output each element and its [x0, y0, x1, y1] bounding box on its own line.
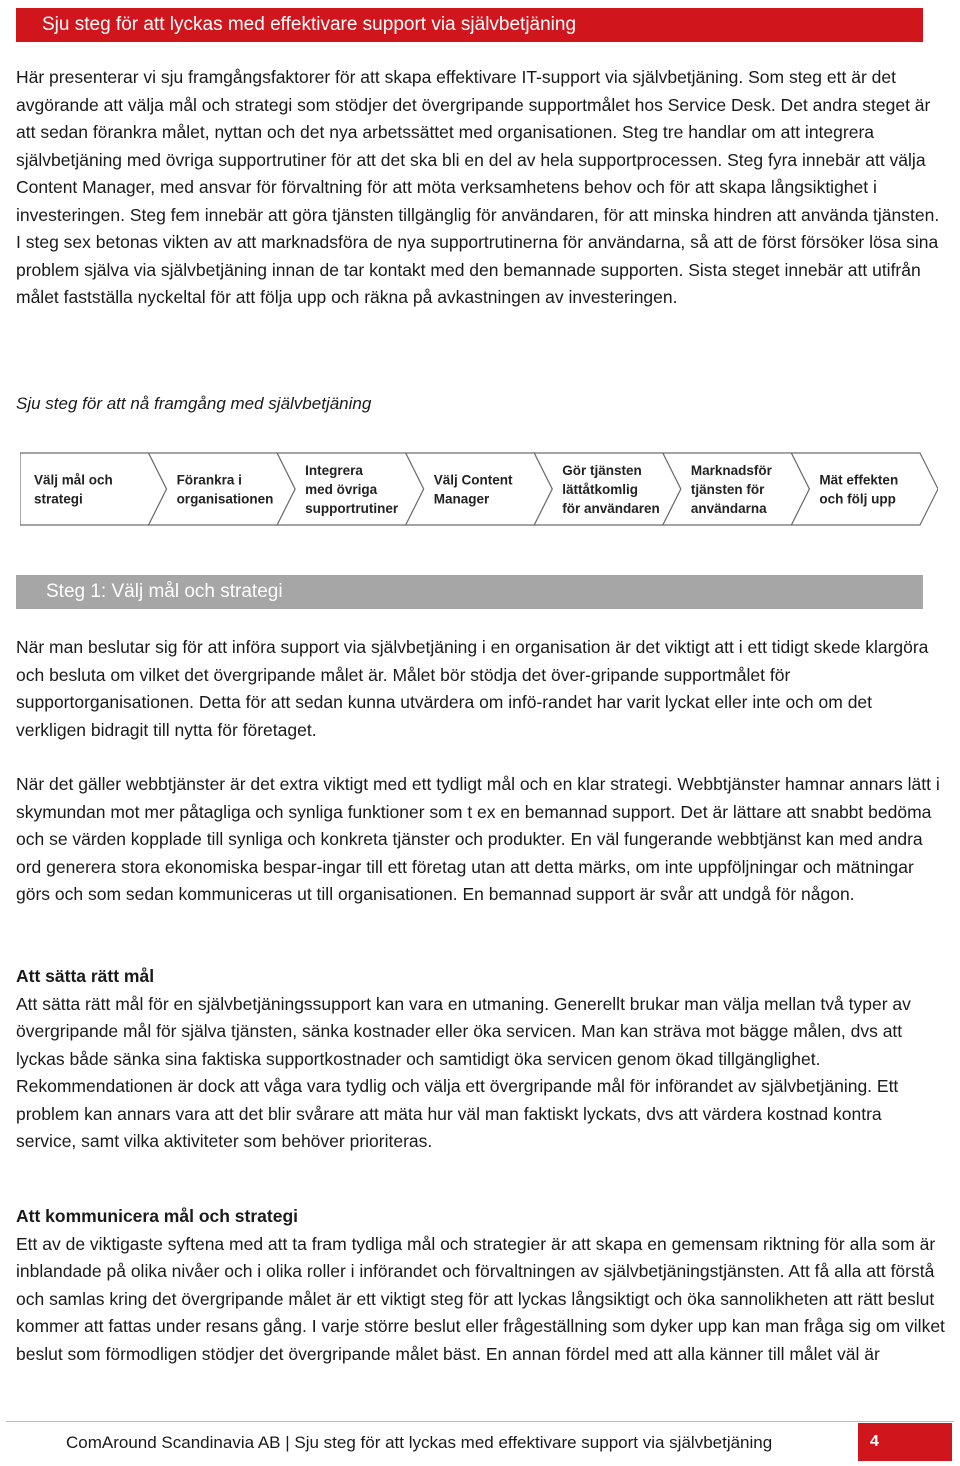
communicate-section: [16, 1203, 946, 1368]
subheading-communicate: Att kommunicera mål och strategi: [16, 1206, 299, 1226]
page-number: 4: [858, 1423, 952, 1461]
process-step-label: Marknadsför tjänsten för användarna: [690, 463, 772, 516]
process-step-label: Mät effekten och följ upp: [819, 472, 899, 507]
step1-paragraph-2: När det gäller webbtjänster är det extra viktigt med ett tydligt mål och en klar strategi. Webbtjänster hamnar annars lätt i skymundan mot mer påtagliga och synliga funktioner som t ex en bemannad support. Det är lättare att snabbt bedöma och se värden kopplade till synliga och konkreta tjänster och produkter. En väl fungerande webbtjänst kan med andra ord generera stora ekonomiska bespar-ingar till ett företag utan att detta märks, om inte uppföljningar och mätningar görs och som sedan kommuniceras ut till organisationen. En bemannad support är svår att undgå för någon.: [16, 774, 940, 904]
process-diagram: [20, 452, 938, 526]
process-step-label: Välj Content Manager: [433, 472, 513, 507]
process-step-chevron: [406, 453, 553, 525]
document-title-banner: [16, 8, 923, 42]
process-step-label: Välj mål och strategi: [34, 472, 113, 507]
subheading-set-goal: Att sätta rätt mål: [16, 966, 155, 986]
process-step-chevron: [149, 453, 296, 525]
figure-caption: Sju steg för att nå framgång med självbetjäning: [16, 394, 372, 413]
goal-paragraph: Att sätta rätt mål för en självbetjäningssupport kan vara en utmaning. Generellt brukar man välja mellan två typer av övergripande mål för själva tjänsten, sänka kostnader eller öka servicen. Man kan sträva mot bägge målen, dvs att lyckas både sänka sina faktiska supportkostnader och samtidigt öka servicen genom ökad tillgänglighet. Rekommendationen är dock att våga vara tydlig och välja ett övergripande mål för införandet av självbetjäning. Ett problem kan annars vara att det blir svårare att mäta hur väl man faktiskt lyckats, dvs att värdera kostnad kontra service, samt vilka aktiviteter som behöver prioriteras.: [16, 993, 911, 1151]
goal-section: [16, 963, 946, 1156]
footer-divider: [6, 1421, 954, 1422]
section-banner-step1: [16, 575, 923, 609]
section-title: Steg 1: Välj mål och strategi: [46, 581, 283, 602]
process-step-chevron: [20, 453, 167, 525]
process-step-label: Integrera med övriga supportrutiner: [305, 463, 399, 516]
process-step-label: Gör tjänsten lättåtkomlig för användaren: [562, 463, 660, 516]
intro-paragraph: Här presenterar vi sju framgångsfaktorer för att skapa effektivare IT-support via självbetjäning. Som steg ett är det avgörande att välja mål och strategi som stödjer det övergripande supportmålet hos Service Desk. Det andra steget är att sedan förankra målet, nyttan och det nya arbetssättet med organisationen. Steg tre handlar om att integrera självbetjäning med övriga supportrutiner för att det ska bli en del av hela supportprocessen. Steg fyra innebär att välja Content Manager, med ansvar för förvaltning för att möta verksamhetens behov och för att skapa långsiktighet i investeringen. Steg fem innebär att göra tjänsten tillgänglig för användaren, för att minska hindren att använda tjänsten. I steg sex betonas vikten av att marknadsföra de nya supportrutinerna för användarna, så att de först försöker lösa sina problem själva via självbetjäning innan de tar kontakt med den bemannade supporten. Sista steget innebär att utifrån målet fastställa nyckeltal för att följa upp och räkna på avkastningen av investeringen.: [16, 67, 940, 307]
communicate-paragraph: Ett av de viktigaste syftena med att ta fram tydliga mål och strategier är att skapa en gemensam riktning för alla som är inblandade på olika nivåer och i olika roller i införandet och förvaltningen av självbetjäningstjänsten. Att få alla att förstå och samlas kring det övergripande målet är ett viktigt steg för att lyckas långsiktigt och öka sannolikheten att rätt beslut kommer att fattas under resans gång. I varje större beslut eller frågeställning som dyker upp kan man fråga sig om vilket beslut som förmodligen stödjer det övergripande målet bäst. En annan fördel med att alla känner till målet väl är: [16, 1233, 945, 1364]
process-step-label: Förankra i organisationen: [176, 472, 274, 507]
document-title: Sju steg för att lyckas med effektivare support via självbetjäning: [42, 14, 577, 35]
process-arrows: [20, 452, 938, 526]
footer-text: ComAround Scandinavia AB | Sju steg för att lyckas med effektivare support via självbetjäning: [66, 1433, 773, 1452]
step1-paragraph-1: När man beslutar sig för att införa support via självbetjäning i en organisation är det viktigt att i ett tidigt skede klargöra och besluta om vilket det övergripande målet är. Målet bör stödja det över-gripande supportmålet för supportorganisationen. Detta för att sedan kunna utvärdera om infö-randet har varit lyckat eller inte och om det verkligen bidragit till nytta för företaget.: [16, 637, 929, 740]
process-step-chevron: [791, 453, 938, 525]
